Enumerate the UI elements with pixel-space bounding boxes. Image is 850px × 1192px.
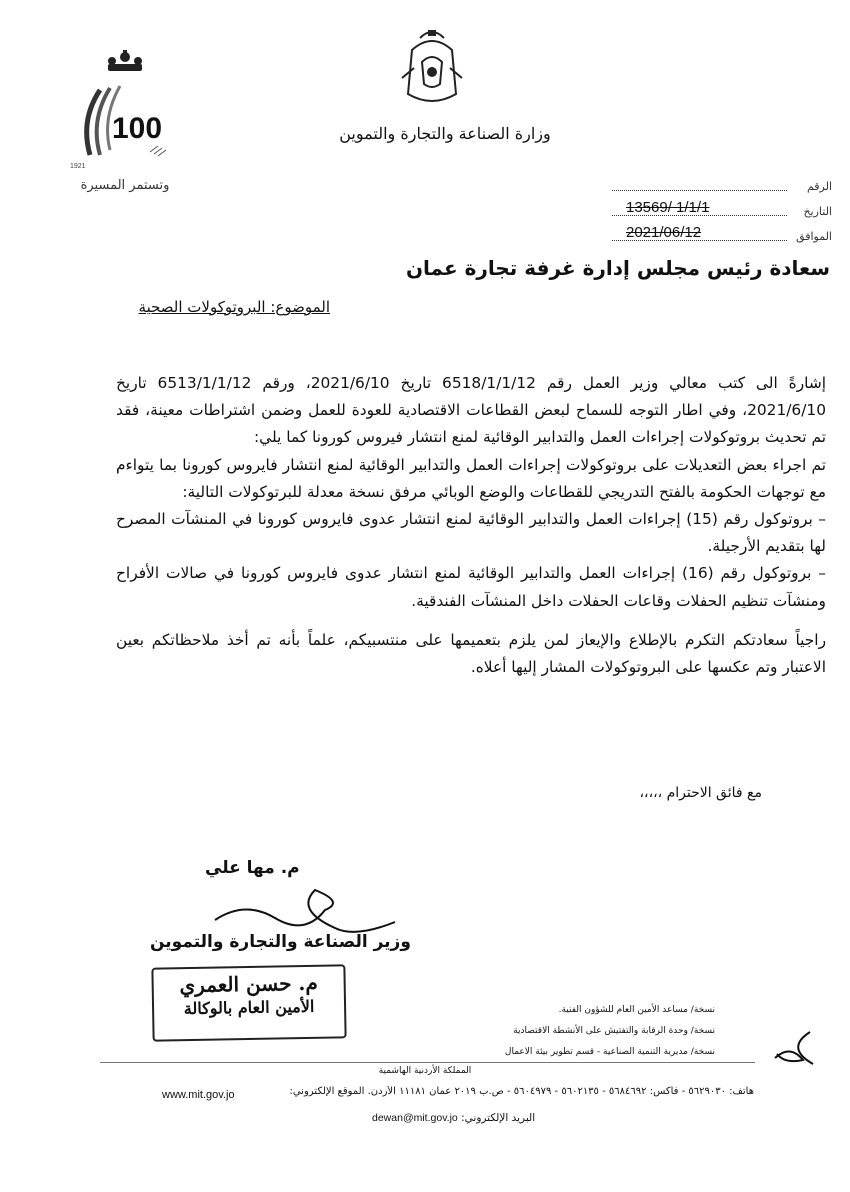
protocol-item-15: – بروتوكول رقم (15) إجراءات العمل والتدابير الوقائية لمنع انتشار عدوى فايروس كورونا في المنشآت المصرح لها بتقديم الأرجيلة. [116,510,826,556]
ref-corresponding-value: 2021/06/12 [626,224,702,241]
copy-item: نسخة/ مساعد الأمين العام للشؤون الفنية. [558,1005,715,1015]
svg-text:100: 100 [112,112,163,145]
copies-bracket-mark [715,1030,820,1066]
ref-number-row [612,178,832,200]
body-paragraph-2: تم اجراء بعض التعديلات على بروتوكولات إجراءات العمل والتدابير الوقائية لمنع انتشار فايروس كورونا بما يتواءم مع توجهات الحكومة بالفتح التدريجي للقطاعات والوضع الوبائي مرفق نسخة معدلة للبرتوكولات التالية: [116,455,826,501]
ref-date-row [612,199,832,225]
ref-corresponding-row [612,224,832,250]
ministry-name: وزارة الصناعة والتجارة والتموين [339,124,551,143]
centennial-100-icon [60,50,190,175]
subject-line: الموضوع: البروتوكولات الصحية [138,298,330,316]
stamp-name: م. حسن العمري [179,970,318,998]
footer-contact: هاتف: ٥٦٢٩٠٣٠ - فاكس: ٥٦٨٤٦٩٢ - ٥٦٠٢١٣٥ - ٥٦٠٤٩٧٩ - ص.ب ٢٠١٩ عمان ١١١٨١ الأردن. الموقع الإلكتروني: [289,1086,754,1097]
signatory-name: م. مها علي [205,858,300,878]
official-stamp [151,964,346,1041]
letter-body [116,370,826,693]
ref-number-label: الرقم [806,180,832,193]
copy-item: نسخة/ وحدة الرقابة والتفتيش على الأنشطة الاقتصادية [513,1026,715,1036]
ref-corresponding-label: الموافق [796,230,832,243]
body-paragraph-1: إشارةً الى كتب معالي وزير العمل رقم 6518/1/1/12 تاريخ 2021/6/10، ورقم 6513/1/1/12 تاريخ 2021/6/10، وفي اطار التوجه للسماح لبعض القطاعات الاقتصادية للعودة للعمل وضمن اشتراطات معينة، فقد تم تحديث بروتوكولات إجراءات العمل والتدابير الوقائية لمنع انتشار فيروس كورونا كما يلي: [116,374,826,447]
centennial-logo [60,50,190,200]
protocol-item-16: – بروتوكول رقم (16) إجراءات العمل والتدابير الوقائية لمنع انتشار عدوى فايروس كورونا في صالات الأفراح ومنشآت تنظيم الحفلات وقاعات الحفلات داخل المنشآت الفندقية. [116,564,826,610]
footer-website-link[interactable]: www.mit.gov.jo [162,1089,235,1101]
copies-list [465,1000,715,1063]
stamp-title: الأمين العام بالوكالة [183,996,315,1019]
ref-date-label: التاريخ [803,205,832,218]
signatory-title: وزير الصناعة والتجارة والتموين [150,932,411,952]
footer-email-link[interactable]: dewan@mit.gov.jo [372,1112,458,1124]
closing-line: مع فائق الاحترام ،،،،، [639,785,762,801]
footer-email-label: البريد الإلكتروني: [461,1112,536,1124]
jordan-coat-of-arms-icon [400,28,464,108]
footer-email [372,1112,535,1124]
addressee: سعادة رئيس مجلس إدارة غرفة تجارة عمان [405,256,830,280]
footer-divider [100,1062,755,1063]
copy-item: نسخة/ مديرية التنمية الصناعية - قسم تطوير بيئة الاعمال [504,1047,715,1057]
body-paragraph-3: راجياً سعادتكم التكرم بالإطلاع والإيعاز لمن يلزم بتعميمها على منتسبيكم، علماً بأنه تم أخذ ملاحظاتكم بعين الاعتبار وتم عكسها على البروتوكولات المشار إليها أعلاه. [116,630,826,677]
ref-date-value: 13569/ 1/1/1 [626,199,710,216]
footer-kingdom: المملكة الأردنية الهاشمية [378,1066,472,1076]
logo-motto: وتستمر المسيرة [80,178,170,193]
svg-text:1921: 1921 [70,163,86,170]
